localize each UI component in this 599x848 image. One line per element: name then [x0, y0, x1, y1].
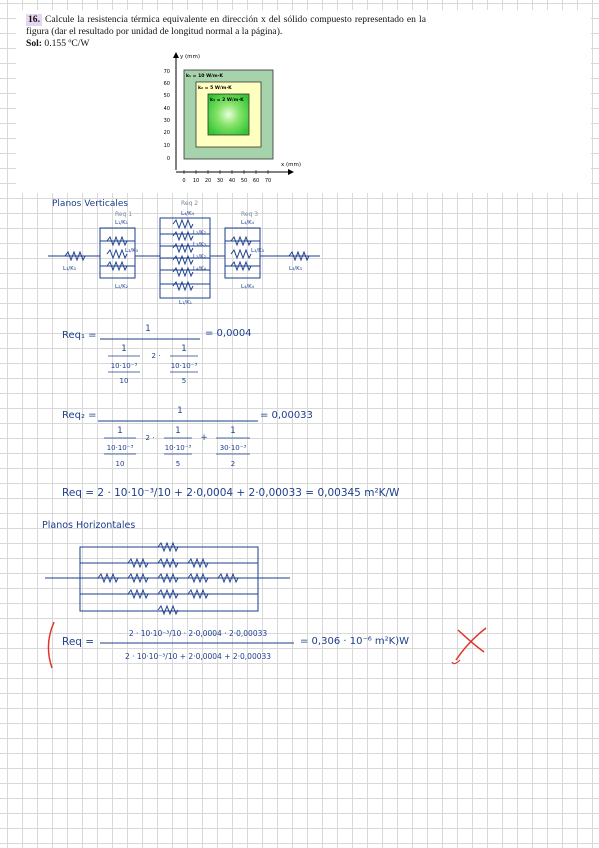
resistor-label: L₁/K₁: [115, 220, 128, 226]
y-tick: 60: [163, 81, 170, 87]
eq-text: 2 ·: [145, 434, 155, 442]
eq-text: 10·10⁻³: [110, 362, 138, 370]
eq-text: 2: [230, 460, 236, 468]
x-tick: 70: [264, 178, 272, 184]
eq-req-total: Req = 2 · 10·10⁻³/10 + 2·0,0004 + 2·0,00033 = 0,00345 m²K/W: [62, 487, 400, 499]
eq-req1-fraction: [100, 318, 210, 388]
x-axis-label: x (mm): [281, 162, 302, 168]
eq-final-label: Req =: [62, 636, 95, 648]
y-tick: 70: [163, 69, 170, 75]
eq-text: 30·10⁻³: [219, 444, 247, 452]
y-tick: 40: [163, 106, 170, 112]
problem-statement: Calcule la resistencia térmica equivalente en dirección x del sólido compuesto representado en la figura (dar el resultado por unidad de longitud normal a la página).: [26, 14, 426, 37]
resistor-label: L₄/K₄: [241, 220, 254, 226]
eq-req2-label: Req₂ =: [62, 410, 97, 421]
resistor-label: L₄/K₄: [193, 266, 206, 272]
resistor-label: L₃/K₃: [289, 266, 302, 272]
resistor-label: L₃/K₃: [125, 248, 138, 254]
y-axis-label: y (mm): [180, 54, 201, 60]
eq-final-result: = 0,306 · 10⁻⁶ m²K)W: [300, 636, 410, 647]
y-tick: 0: [166, 156, 170, 162]
eq-req2-fraction: [98, 400, 263, 472]
problem-text: [26, 14, 426, 50]
y-tick: 10: [163, 143, 170, 149]
y-tick: 20: [163, 130, 170, 136]
resistor-label: L₃/K₃: [251, 248, 264, 254]
eq-text: 10: [119, 377, 129, 385]
x-tick: 50: [240, 178, 248, 184]
resistor-label: L₃/K₃: [193, 242, 206, 248]
eq-text: 5: [175, 460, 181, 468]
solution-label: Sol:: [26, 38, 42, 49]
resistor-label: L₄/K₄: [181, 211, 194, 217]
eq-req2-result: = 0,00033: [260, 410, 313, 421]
horizontal-planes-title: Planos Horizontales: [42, 520, 136, 531]
eq-text: 1: [117, 426, 123, 436]
resistor-label: L₂/K₂: [115, 284, 128, 290]
eq-text: 10: [115, 460, 125, 468]
final-bracket: [40, 620, 60, 670]
eq-req1-result: = 0,0004: [205, 328, 252, 339]
resistor-label: L₃/K₃: [63, 266, 76, 272]
y-tick: 50: [163, 93, 170, 99]
eq-text: 10·10⁻³: [164, 444, 192, 452]
x-tick: 40: [228, 178, 236, 184]
resistor-label: L₂/K₂: [193, 254, 206, 260]
resistor-label: L₂/K₂: [193, 230, 206, 236]
eq-text: 1: [145, 324, 151, 334]
problem-panel: [16, 10, 591, 193]
eq-text: 1: [121, 344, 127, 354]
eq-text: 1: [177, 406, 183, 416]
eq-text: 1: [175, 426, 181, 436]
eq-text: 2 ·: [151, 352, 161, 360]
eq-text: 2 · 10·10⁻³/10 + 2·0,0004 + 2·0,00033: [124, 652, 272, 661]
eq-text: 5: [181, 377, 187, 385]
x-tick: 30: [216, 178, 224, 184]
req2-tag: Req 2: [181, 200, 199, 207]
eq-text: 1: [230, 426, 236, 436]
k3-label: k₃ = 2 W/m·K: [210, 98, 244, 103]
k1-label: k₁ = 10 W/m·K: [186, 74, 223, 79]
x-tick: 20: [204, 178, 212, 184]
wrong-cross-mark: [448, 622, 493, 667]
eq-text: +: [200, 433, 208, 443]
eq-final-fraction: [98, 622, 298, 672]
problem-number: 16.: [28, 14, 40, 25]
eq-text: 2 · 10·10⁻³/10 · 2·0,0004 · 2·0,00033: [128, 629, 268, 638]
x-tick: 60: [252, 178, 260, 184]
eq-text: 10·10⁻³: [170, 362, 198, 370]
x-tick: 10: [192, 178, 200, 184]
vertical-planes-title: Planos Verticales: [52, 199, 129, 209]
vertical-circuit-diagram: [45, 196, 335, 308]
x-tick: 0: [182, 178, 186, 184]
req1-tag: Req 1: [115, 211, 133, 218]
y-tick: 30: [163, 118, 170, 124]
solution-value: 0.155 ºC/W: [44, 38, 90, 49]
eq-text: 1: [181, 344, 187, 354]
resistor-label: L₁/K₁: [179, 300, 192, 306]
eq-req1-label: Req₁ =: [62, 330, 97, 341]
req3-tag: Req 3: [241, 211, 259, 218]
horizontal-circuit-diagram: [40, 538, 300, 618]
resistor-label: L₄/K₄: [241, 284, 254, 290]
composite-solid-figure: [146, 50, 306, 190]
eq-text: 10·10⁻³: [106, 444, 134, 452]
k2-label: k₂ = 5 W/m·K: [198, 86, 232, 91]
